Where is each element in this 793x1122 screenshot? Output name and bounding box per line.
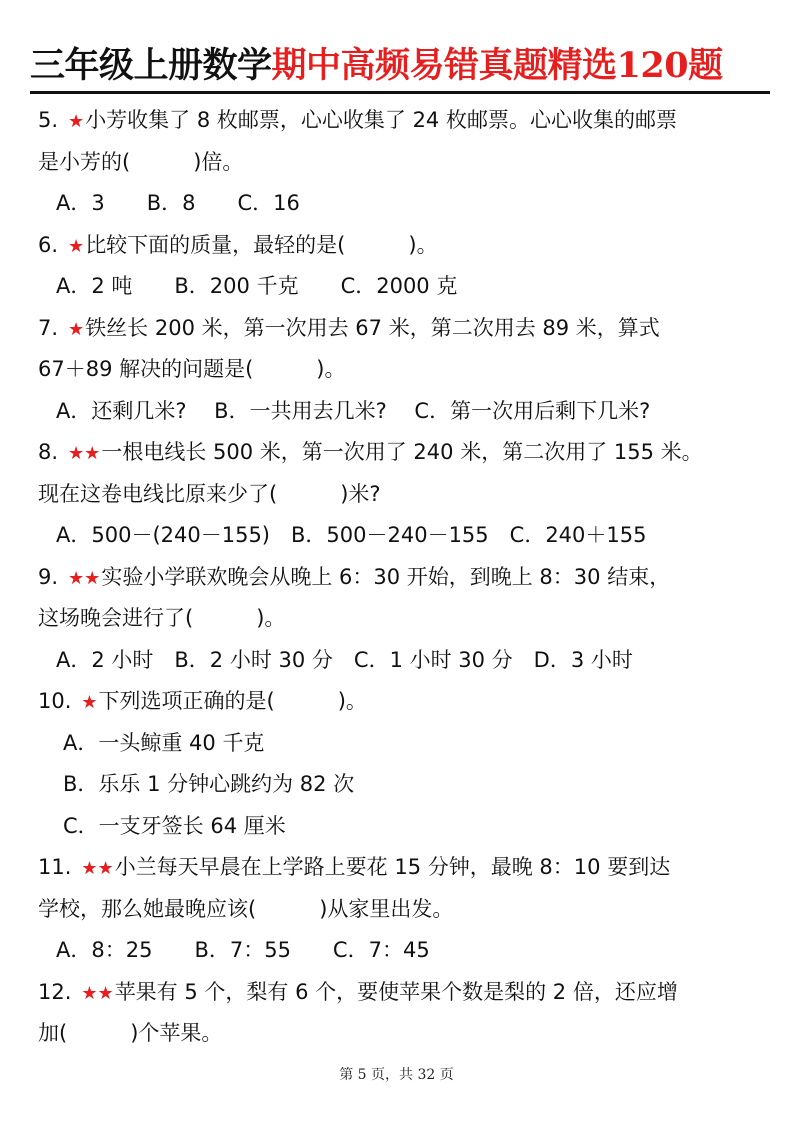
- line-text: 小芳收集了 8 枚邮票，心心收集了 24 枚邮票。心心收集的邮票: [85, 108, 677, 132]
- option-line: [38, 640, 763, 682]
- question-number: 6.: [38, 232, 59, 257]
- question-line: [38, 847, 763, 889]
- question-line: [38, 681, 763, 723]
- line-text: 比较下面的质量，最轻的是( )。: [85, 232, 438, 257]
- line-text: 实验小学联欢晚会从晚上 6：30 开始，到晚上 8：30 结束，: [101, 564, 671, 589]
- difficulty-star-icon: ★★: [68, 567, 101, 589]
- difficulty-star-icon: ★: [81, 692, 98, 713]
- line-text: 现在这卷电线比原来少了( )米?: [38, 481, 381, 506]
- difficulty-star-icon: ★: [68, 235, 85, 257]
- line-text: 铁丝长 200 米，第一次用去 67 米，第二次用去 89 米，算式: [85, 315, 660, 340]
- question-continuation: [38, 889, 763, 931]
- question-line: [38, 432, 763, 474]
- option-line: [38, 391, 763, 433]
- line-text: 下列选项正确的是( )。: [98, 689, 367, 713]
- question-line: [38, 308, 763, 350]
- title-underline: [30, 91, 770, 94]
- line-text: A．3 B．8 C．16: [56, 191, 300, 215]
- title-red-part: 期中高频易错真题精选120题: [271, 45, 723, 86]
- question-number: 10.: [38, 689, 72, 713]
- line-text: A．2 吨 B．200 千克 C．2000 克: [56, 274, 458, 298]
- question-line: [38, 972, 763, 1014]
- line-text: 加( )个苹果。: [38, 1021, 223, 1045]
- question-continuation: [38, 349, 763, 391]
- option-line: [38, 723, 763, 765]
- question-continuation: [38, 474, 763, 516]
- page-title: [30, 42, 770, 90]
- question-number: 8.: [38, 440, 59, 464]
- difficulty-star-icon: ★★: [81, 982, 114, 1004]
- question-line: [38, 557, 763, 599]
- question-continuation: [38, 1013, 763, 1055]
- question-number: 9.: [38, 564, 59, 589]
- question-number: 7.: [38, 315, 59, 340]
- line-text: 是小芳的( )倍。: [38, 149, 244, 174]
- option-line: [38, 764, 763, 806]
- line-text: A．8：25 B．7：55 C．7：45: [56, 938, 430, 962]
- title-black-part: 三年级上册数学: [30, 45, 272, 86]
- line-text: A．2 小时 B．2 小时 30 分 C．1 小时 30 分 D．3 小时: [56, 647, 633, 672]
- line-text: A．还剩几米? B．一共用去几米? C．第一次用后剩下几米?: [56, 398, 651, 423]
- line-text: C．一支牙签长 64 厘米: [63, 813, 286, 838]
- line-text: 这场晚会进行了( )。: [38, 606, 286, 630]
- line-text: 一根电线长 500 米，第一次用了 240 米，第二次用了 155 米。: [101, 440, 703, 464]
- difficulty-star-icon: ★★: [68, 443, 101, 464]
- line-text: 小兰每天早晨在上学路上要花 15 分钟，最晚 8：10 要到达: [114, 855, 671, 879]
- option-line: [38, 183, 763, 225]
- difficulty-star-icon: ★: [68, 111, 85, 132]
- question-number: 12.: [38, 979, 72, 1004]
- option-line: [38, 266, 763, 308]
- line-text: 67＋89 解决的问题是( )。: [38, 357, 346, 381]
- difficulty-star-icon: ★: [68, 318, 85, 340]
- question-list: [38, 100, 763, 1055]
- line-text: 学校，那么她最晚应该( )从家里出发。: [38, 896, 454, 921]
- question-continuation: [38, 142, 763, 184]
- option-line: [38, 930, 763, 972]
- page-footer: 第 5 页，共 32 页: [339, 1067, 454, 1083]
- question-continuation: [38, 598, 763, 640]
- line-text: B．乐乐 1 分钟心跳约为 82 次: [63, 772, 355, 796]
- question-line: [38, 225, 763, 267]
- question-number: 5.: [38, 108, 59, 132]
- difficulty-star-icon: ★★: [81, 858, 114, 879]
- line-text: A．500－(240－155) B．500－240－155 C．240＋155: [56, 523, 647, 547]
- line-text: A．一头鲸重 40 千克: [63, 730, 265, 755]
- question-line: [38, 100, 763, 142]
- option-line: [38, 806, 763, 848]
- question-number: 11.: [38, 855, 72, 879]
- line-text: 苹果有 5 个，梨有 6 个，要使苹果个数是梨的 2 倍，还应增: [114, 979, 678, 1004]
- option-line: [38, 515, 763, 557]
